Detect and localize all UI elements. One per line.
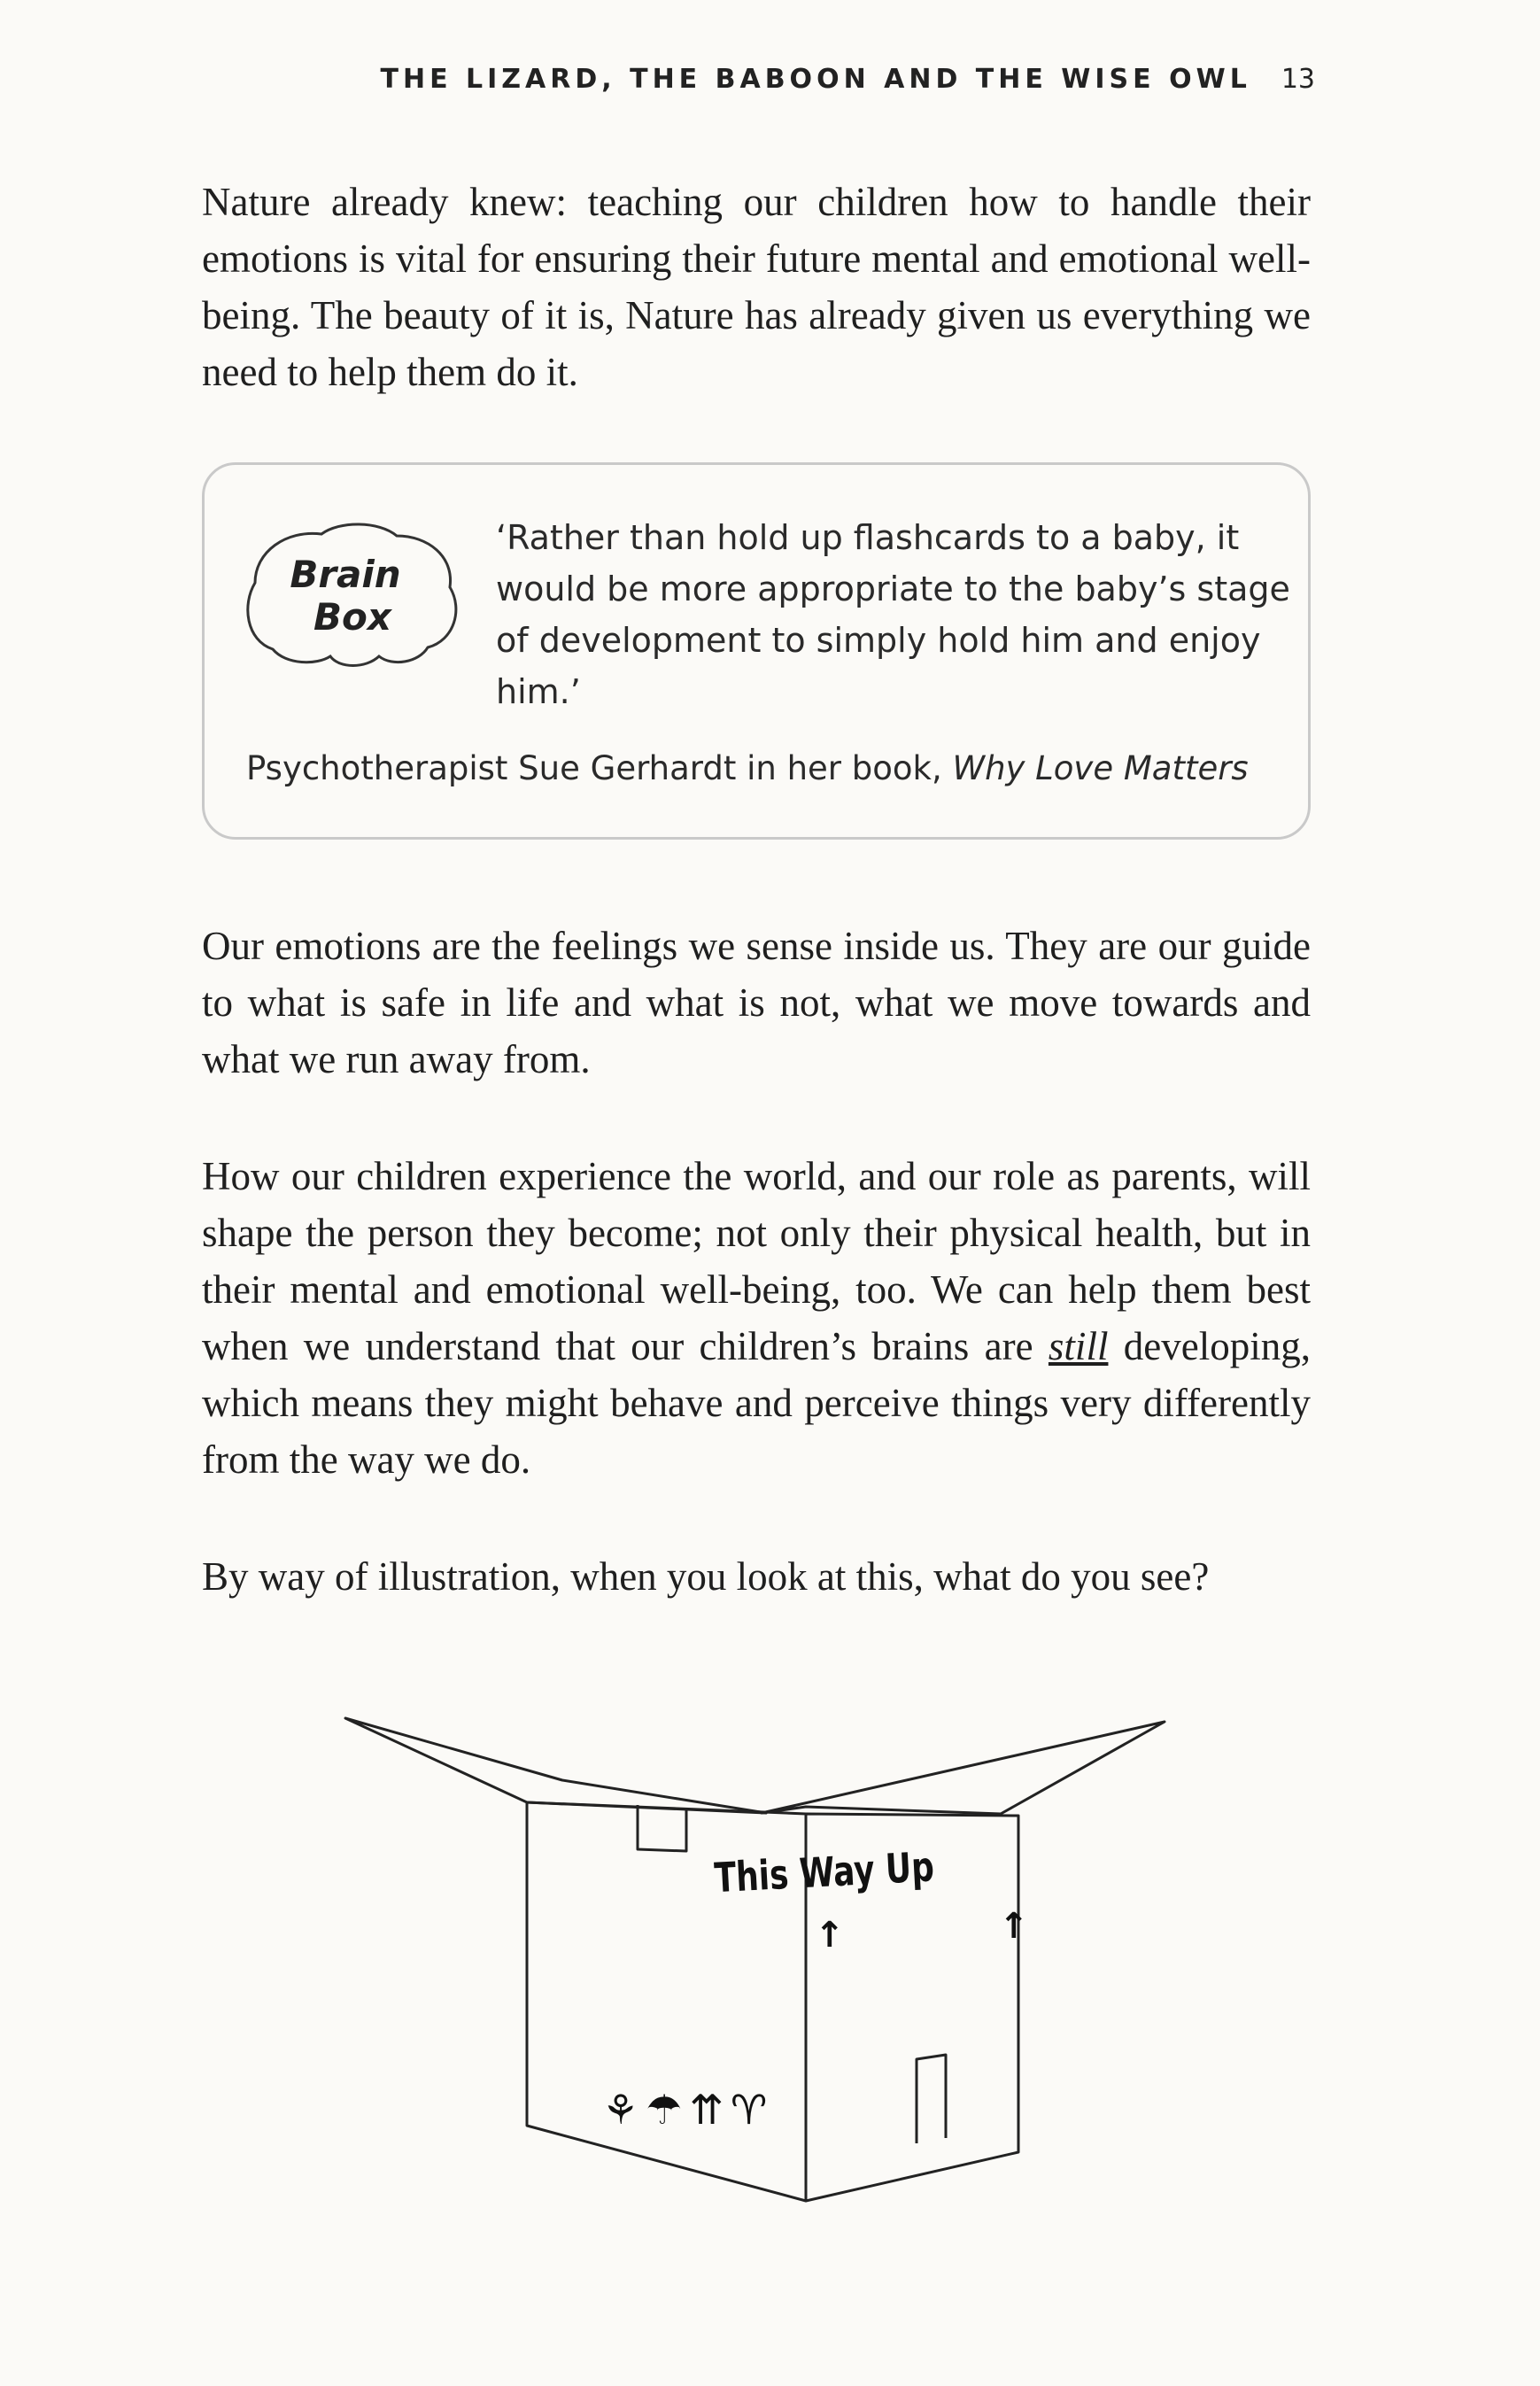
attribution-text: Psychotherapist Sue Gerhardt in her book, — [246, 749, 953, 787]
paragraph-3-start: How our children experience the world, and our role as parents, will shape the person they become; not only their physical health, but in their mental and emotional well-being, too. We can help them best when we understand that our children’s brains are — [202, 1154, 1311, 1368]
box-left-flap — [345, 1718, 766, 1813]
brain-label-2: Box — [313, 595, 391, 639]
paragraph-4: By way of illustration, when you look at this, what do you see? — [202, 1554, 1210, 1599]
book-title: Why Love Matters — [952, 749, 1249, 787]
this-way-up-label: This Way Up — [713, 1843, 936, 1902]
paragraph-3-end: developing, which means they might behave and perceive things very differently from the way we do. — [202, 1324, 1311, 1482]
running-title: THE LIZARD, THE BABOON AND THE WISE OWL — [380, 64, 1251, 95]
running-header — [0, 64, 1315, 95]
cardboard-box-illustration — [337, 1709, 1187, 2241]
brain-label-1: Brain — [290, 553, 401, 596]
box-tape-top — [638, 1805, 686, 1851]
up-arrow-right-icon: ↑ — [999, 1906, 1029, 1947]
brain-icon — [237, 516, 468, 676]
paragraph-1: Nature already knew: teaching our children how to handle their emotions is vital for ensuring their future mental and emotional well-being. The beauty of it is, Nature has already given us everything we need to help them do it. — [202, 180, 1311, 394]
handling-symbols-icon: ⚘☂⇈♈ — [602, 2086, 775, 2134]
box-tape-bottom — [917, 2055, 946, 2143]
brain-box-attribution — [246, 749, 1249, 787]
box-right-flap — [762, 1722, 1165, 1814]
paragraph-2: Our emotions are the feelings we sense inside us. They are our guide to what is safe in life and what is not, what we move towards and what we run away from. — [202, 924, 1311, 1081]
emphasis-still: still — [1048, 1324, 1109, 1368]
brain-box-quote: ‘Rather than hold up flashcards to a baby, it would be more appropriate to the baby’s stage of development to simply hold him and enjoy him.’ — [496, 518, 1290, 711]
paragraph-3 — [202, 1148, 1311, 1488]
page-number: 13 — [1281, 64, 1315, 95]
up-arrow-left-icon: ↑ — [815, 1915, 845, 1956]
